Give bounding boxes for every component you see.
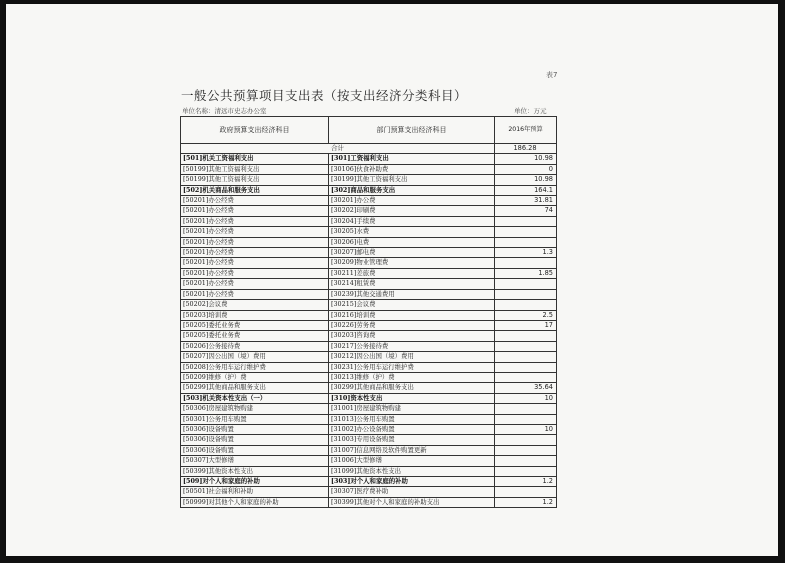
dept-subject-cell: [30206]电费 (329, 237, 495, 247)
table-row (181, 477, 557, 487)
dept-subject-cell: [31013]公务用车购置 (329, 414, 495, 424)
gov-subject-cell: [50201]办公经费 (181, 237, 329, 247)
dept-subject-cell: [30204]手续费 (329, 216, 495, 226)
gov-subject-cell: [50201]办公经费 (181, 279, 329, 289)
gov-subject-cell: [50306]设备购置 (181, 424, 329, 434)
dept-subject-cell: [30207]邮电费 (329, 248, 495, 258)
gov-subject-cell: [50999]对其他个人和家庭的补助 (181, 497, 329, 507)
budget-value-cell: 0 (495, 164, 557, 174)
dept-subject-cell: [30211]差旅费 (329, 268, 495, 278)
header-budget-2016: 2016年预算 (495, 117, 557, 144)
budget-value-cell (495, 341, 557, 351)
budget-value-cell (495, 300, 557, 310)
table-row (181, 154, 557, 164)
table-row (181, 341, 557, 351)
dept-subject-cell: [303]对个人和家庭的补助 (329, 477, 495, 487)
dept-subject-cell: [30199]其他工资福利支出 (329, 175, 495, 185)
unit-money-label: 单位：万元 (514, 107, 547, 115)
gov-subject-cell: [50306]设备购置 (181, 445, 329, 455)
budget-value-cell (495, 227, 557, 237)
budget-value-cell: 10 (495, 424, 557, 434)
gov-subject-cell: [50201]办公经费 (181, 227, 329, 237)
gov-subject-cell: [501]机关工资福利支出 (181, 154, 329, 164)
budget-value-cell (495, 435, 557, 445)
budget-value-cell: 1.2 (495, 497, 557, 507)
gov-subject-cell: [50306]房屋建筑物购建 (181, 404, 329, 414)
table-row (181, 487, 557, 497)
budget-value-cell: 1.85 (495, 268, 557, 278)
table-row (181, 435, 557, 445)
gov-subject-cell: [50203]培训费 (181, 310, 329, 320)
budget-value-cell (495, 279, 557, 289)
gov-subject-cell: [503]机关资本性支出（一） (181, 393, 329, 403)
table-row (181, 497, 557, 507)
budget-value-cell: 17 (495, 320, 557, 330)
budget-value-cell (495, 372, 557, 382)
dept-subject-cell: [31003]专用设备购置 (329, 435, 495, 445)
total-label: 合计 (181, 144, 495, 154)
gov-subject-cell: [509]对个人和家庭的补助 (181, 477, 329, 487)
budget-value-cell (495, 331, 557, 341)
unit-org-label: 单位名称：清远市史志办公室 (182, 107, 267, 115)
table-row (181, 383, 557, 393)
dept-subject-cell: [30106]伙食补助费 (329, 164, 495, 174)
page-number: 表7 (546, 71, 558, 79)
dept-subject-cell: [30203]咨询费 (329, 331, 495, 341)
budget-value-cell: 31.81 (495, 196, 557, 206)
total-row (181, 144, 557, 154)
budget-value-cell (495, 216, 557, 226)
table-row (181, 331, 557, 341)
dept-subject-cell: [30209]物业管理费 (329, 258, 495, 268)
budget-value-cell (495, 237, 557, 247)
table-row (181, 237, 557, 247)
gov-subject-cell: [50209]维修（护）费 (181, 372, 329, 382)
table-row (181, 320, 557, 330)
budget-value-cell (495, 456, 557, 466)
dept-subject-cell: [30399]其他对个人和家庭的补助支出 (329, 497, 495, 507)
table-row (181, 268, 557, 278)
gov-subject-cell: [50307]大型修缮 (181, 456, 329, 466)
dept-subject-cell: [30201]办公费 (329, 196, 495, 206)
table-row (181, 185, 557, 195)
gov-subject-cell: [50207]因公出国（境）费用 (181, 352, 329, 362)
budget-value-cell (495, 466, 557, 476)
table-header-row (181, 117, 557, 144)
budget-value-cell (495, 352, 557, 362)
dept-subject-cell: [30307]医疗费补助 (329, 487, 495, 497)
dept-subject-cell: [310]资本性支出 (329, 393, 495, 403)
budget-value-cell: 10.98 (495, 175, 557, 185)
budget-value-cell: 10 (495, 393, 557, 403)
gov-subject-cell: [50201]办公经费 (181, 216, 329, 226)
table-row (181, 310, 557, 320)
table-row (181, 196, 557, 206)
budget-value-cell (495, 404, 557, 414)
table-row (181, 424, 557, 434)
dept-subject-cell: [30217]公务接待费 (329, 341, 495, 351)
dept-subject-cell: [31001]房屋建筑物购建 (329, 404, 495, 414)
gov-subject-cell: [50199]其他工资福利支出 (181, 175, 329, 185)
table-row (181, 300, 557, 310)
table-row (181, 227, 557, 237)
gov-subject-cell: [502]机关商品和服务支出 (181, 185, 329, 195)
dept-subject-cell: [31007]信息网络及软件购置更新 (329, 445, 495, 455)
table-row (181, 289, 557, 299)
gov-subject-cell: [50201]办公经费 (181, 248, 329, 258)
budget-value-cell: 1.3 (495, 248, 557, 258)
table-row (181, 445, 557, 455)
dept-subject-cell: [30231]公务用车运行维护费 (329, 362, 495, 372)
header-gov-subject: 政府预算支出经济科目 (181, 117, 329, 144)
budget-value-cell: 1.2 (495, 477, 557, 487)
table-row (181, 258, 557, 268)
gov-subject-cell: [50201]办公经费 (181, 289, 329, 299)
gov-subject-cell: [50208]公务用车运行维护费 (181, 362, 329, 372)
table-row (181, 164, 557, 174)
table-row (181, 414, 557, 424)
dept-subject-cell: [31002]办公设备购置 (329, 424, 495, 434)
total-value: 186.28 (495, 144, 557, 154)
document-title: 一般公共预算项目支出表（按支出经济分类科目） (181, 88, 468, 103)
table-row (181, 393, 557, 403)
gov-subject-cell: [50205]委托业务费 (181, 331, 329, 341)
dept-subject-cell: [30299]其他商品和服务支出 (329, 383, 495, 393)
gov-subject-cell: [50202]会议费 (181, 300, 329, 310)
budget-value-cell: 74 (495, 206, 557, 216)
gov-subject-cell: [50301]公务用车购置 (181, 414, 329, 424)
budget-value-cell (495, 414, 557, 424)
budget-value-cell (495, 258, 557, 268)
table-row (181, 352, 557, 362)
table-row (181, 404, 557, 414)
gov-subject-cell: [50199]其他工资福利支出 (181, 164, 329, 174)
gov-subject-cell: [50201]办公经费 (181, 258, 329, 268)
header-dept-subject: 部门预算支出经济科目 (329, 117, 495, 144)
dept-subject-cell: [31099]其他资本性支出 (329, 466, 495, 476)
table-row (181, 216, 557, 226)
budget-value-cell: 2.5 (495, 310, 557, 320)
dept-subject-cell: [31006]大型修缮 (329, 456, 495, 466)
table-row (181, 175, 557, 185)
gov-subject-cell: [50501]社会福利和补助 (181, 487, 329, 497)
budget-value-cell: 164.1 (495, 185, 557, 195)
dept-subject-cell: [30213]维修（护）费 (329, 372, 495, 382)
table-row (181, 372, 557, 382)
budget-value-cell: 10.98 (495, 154, 557, 164)
gov-subject-cell: [50206]公务接待费 (181, 341, 329, 351)
dept-subject-cell: [30205]水费 (329, 227, 495, 237)
table-row (181, 279, 557, 289)
budget-value-cell (495, 362, 557, 372)
dept-subject-cell: [302]商品和服务支出 (329, 185, 495, 195)
dept-subject-cell: [301]工资福利支出 (329, 154, 495, 164)
gov-subject-cell: [50399]其他资本性支出 (181, 466, 329, 476)
table-row (181, 466, 557, 476)
gov-subject-cell: [50201]办公经费 (181, 196, 329, 206)
table-row (181, 248, 557, 258)
gov-subject-cell: [50306]设备购置 (181, 435, 329, 445)
budget-value-cell (495, 289, 557, 299)
table-row (181, 456, 557, 466)
budget-value-cell: 35.64 (495, 383, 557, 393)
budget-value-cell (495, 445, 557, 455)
table-row (181, 362, 557, 372)
dept-subject-cell: [30239]其他交通费用 (329, 289, 495, 299)
dept-subject-cell: [30226]劳务费 (329, 320, 495, 330)
table-row (181, 206, 557, 216)
dept-subject-cell: [30215]会议费 (329, 300, 495, 310)
gov-subject-cell: [50201]办公经费 (181, 206, 329, 216)
dept-subject-cell: [30214]租赁费 (329, 279, 495, 289)
gov-subject-cell: [50205]委托业务费 (181, 320, 329, 330)
gov-subject-cell: [50299]其他商品和服务支出 (181, 383, 329, 393)
dept-subject-cell: [30216]培训费 (329, 310, 495, 320)
dept-subject-cell: [30212]因公出国（境）费用 (329, 352, 495, 362)
dept-subject-cell: [30202]印刷费 (329, 206, 495, 216)
budget-value-cell (495, 487, 557, 497)
gov-subject-cell: [50201]办公经费 (181, 268, 329, 278)
budget-table (180, 116, 557, 508)
